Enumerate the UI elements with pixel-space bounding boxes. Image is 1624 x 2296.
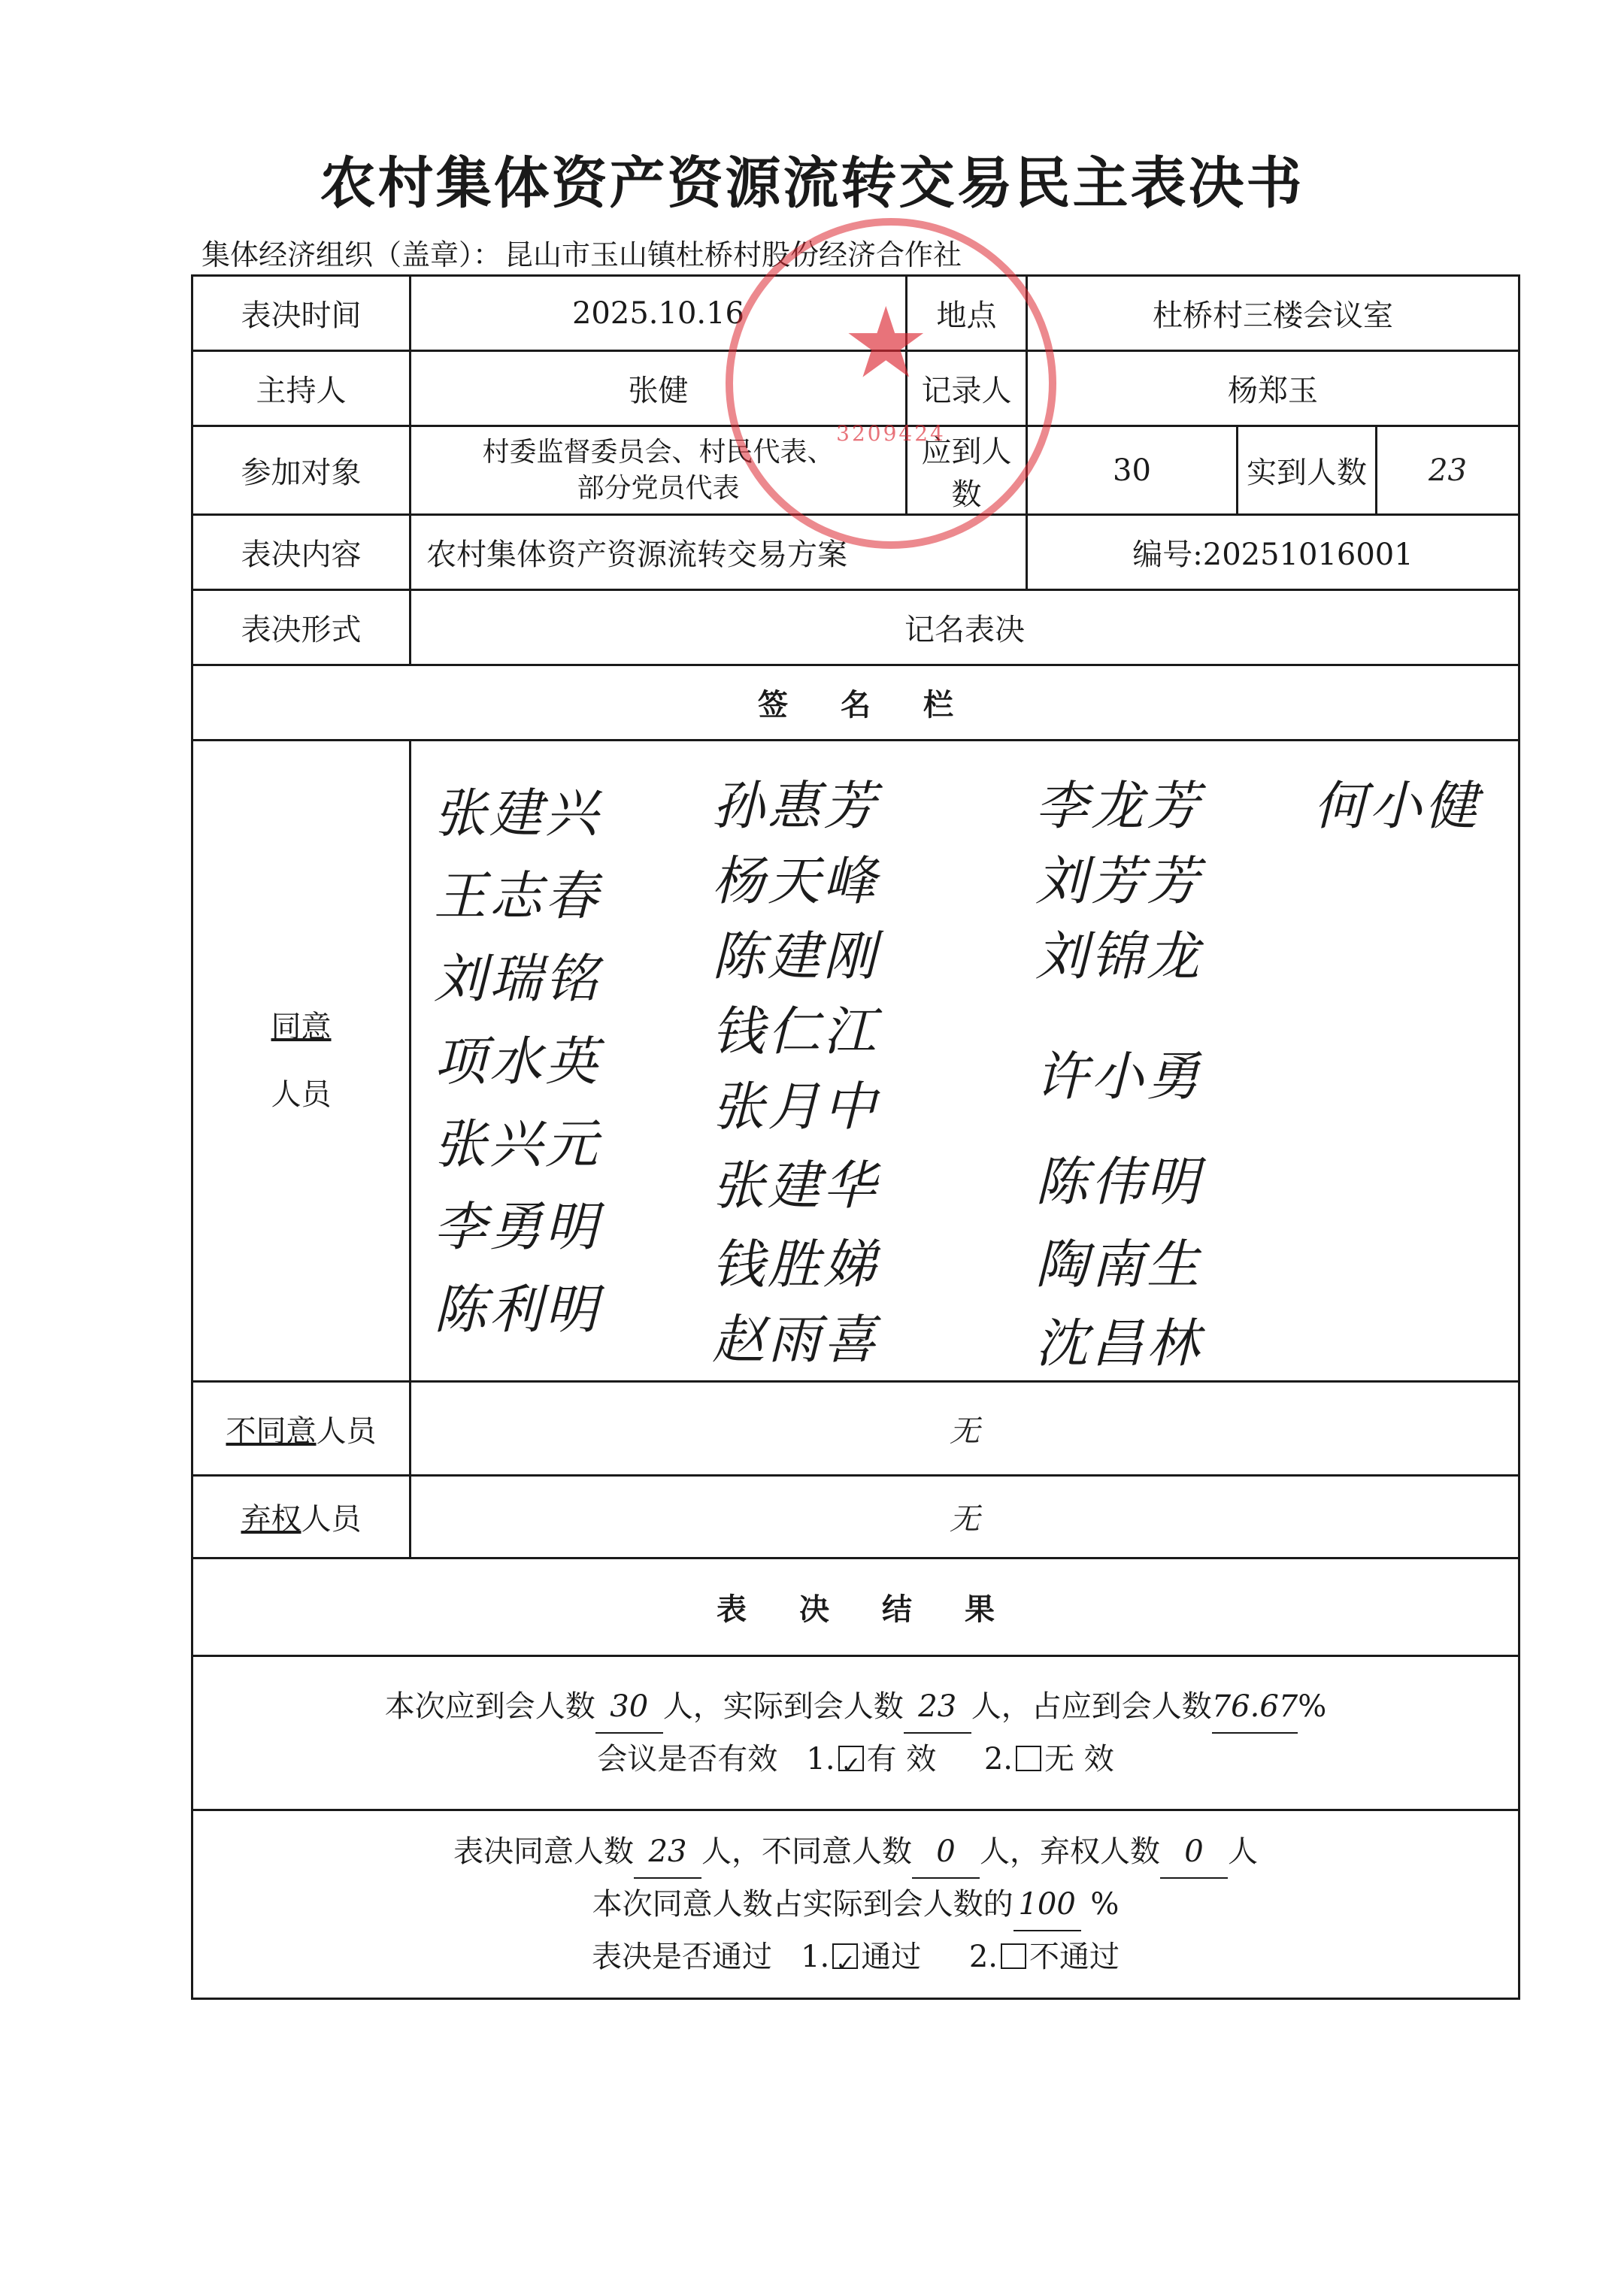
time-value: 2025.10.16 — [411, 276, 907, 351]
pass-checkbox[interactable] — [832, 1943, 858, 1969]
disagree-count: 0 — [912, 1826, 980, 1879]
signature: 赵雨喜 — [712, 1309, 879, 1371]
row-result-header — [192, 1558, 1519, 1656]
agree-ratio-text: 本次同意人数占实际到会人数的 — [592, 1887, 1013, 1922]
pass-label: 表决是否通过 — [591, 1940, 772, 1974]
agree-label-line-1: 同意 — [271, 1010, 332, 1044]
row-agree — [192, 741, 1519, 1382]
vote-count-line — [193, 1826, 1518, 1879]
abstain-label — [192, 1476, 411, 1558]
validity-opt1-text: 有 效 — [866, 1742, 937, 1777]
signature: 张建华 — [712, 1155, 879, 1216]
row-disagree — [192, 1382, 1519, 1476]
signature: 刘芳芳 — [1035, 850, 1202, 912]
signature: 李龙芳 — [1035, 775, 1202, 837]
signature: 陈伟明 — [1035, 1151, 1202, 1213]
agree-ratio-line — [193, 1879, 1518, 1931]
signature: 张兴元 — [434, 1113, 601, 1175]
abstain-count: 0 — [1160, 1826, 1228, 1879]
participants-line-2: 部分党员代表 — [577, 472, 740, 504]
signature: 何小健 — [1313, 775, 1480, 837]
disagree-label — [192, 1382, 411, 1476]
invalid-checkbox[interactable] — [1016, 1746, 1041, 1771]
signature: 项水英 — [434, 1031, 601, 1092]
signature: 陶南生 — [1035, 1234, 1202, 1295]
attendance-line — [193, 1681, 1518, 1734]
agree-count: 23 — [634, 1826, 701, 1879]
pass-opt2-number: 2. — [968, 1940, 998, 1974]
validity-opt2-number: 2. — [983, 1742, 1013, 1777]
pass-line — [193, 1931, 1518, 1982]
seal-star-icon: ★ — [842, 286, 930, 400]
vote-text-a: 表决同意人数 — [453, 1834, 634, 1869]
signature: 许小勇 — [1035, 1046, 1202, 1107]
attendance-text-a: 本次应到会人数 — [384, 1689, 595, 1724]
signature: 陈利明 — [434, 1279, 601, 1340]
abstain-label-rest: 人员 — [301, 1502, 362, 1537]
abstain-label-underlined: 弃权 — [241, 1502, 301, 1537]
validity-label: 会议是否有效 — [597, 1742, 778, 1777]
expected-value: 30 — [1027, 426, 1238, 515]
place-label: 地点 — [907, 276, 1027, 351]
form-value: 记名表决 — [411, 590, 1519, 665]
vote-text-b: 人，不同意人数 — [701, 1834, 912, 1869]
agree-label — [192, 741, 411, 1382]
attendance-block — [192, 1656, 1519, 1810]
pass-opt1-number: 1. — [801, 1940, 830, 1974]
signature: 张月中 — [712, 1076, 879, 1137]
signature: 王志春 — [434, 865, 601, 927]
signature: 张建兴 — [434, 783, 601, 844]
vote-result-block — [192, 1810, 1519, 1999]
actual-label: 实到人数 — [1238, 426, 1377, 515]
recorder-label: 记录人 — [907, 351, 1027, 426]
row-vote-result — [192, 1810, 1519, 1999]
official-seal — [726, 218, 1056, 549]
place-value: 杜桥村三楼会议室 — [1027, 276, 1519, 351]
vote-text-c: 人，弃权人数 — [980, 1834, 1160, 1869]
result-header: 表决结果 — [192, 1558, 1519, 1656]
signature-area — [411, 741, 1519, 1382]
organization-label: 集体经济组织（盖章）： — [201, 238, 502, 271]
pass-opt1-text: 通过 — [861, 1940, 922, 1974]
host-value: 张健 — [411, 351, 907, 426]
actual-value: 23 — [1377, 426, 1519, 515]
abstain-value: 无 — [411, 1476, 1519, 1558]
attendance-text-b: 人，实际到会人数 — [662, 1689, 904, 1724]
content-value: 农村集体资产资源流转交易方案 — [411, 515, 1027, 590]
organization-name: 昆山市玉山镇杜桥村股份经济合作社 — [504, 238, 962, 271]
vote-text-d: 人 — [1228, 1834, 1258, 1869]
signature: 刘锦龙 — [1035, 925, 1202, 987]
signature: 钱胜娣 — [712, 1234, 879, 1295]
document-title: 农村集体资产资源流转交易民主表决书 — [320, 151, 1304, 216]
validity-line — [193, 1734, 1518, 1785]
expected-label: 应到人数 — [907, 426, 1027, 515]
content-label: 表决内容 — [192, 515, 411, 590]
signature: 李勇明 — [434, 1196, 601, 1258]
validity-opt2-text: 无 效 — [1044, 1742, 1114, 1777]
attendance-percent: % — [1298, 1689, 1327, 1724]
disagree-label-rest: 人员 — [316, 1413, 377, 1449]
seal-code: 3209424 — [836, 421, 946, 446]
agree-label-line-2: 人员 — [271, 1077, 332, 1112]
signature: 钱仁江 — [712, 1001, 879, 1062]
recorder-value: 杨郑玉 — [1027, 351, 1519, 426]
attendance-ratio: 76.67 — [1212, 1681, 1298, 1734]
disagree-label-underlined: 不同意 — [226, 1413, 317, 1449]
signature: 杨天峰 — [712, 850, 879, 912]
row-signature-header — [192, 665, 1519, 741]
attendance-text-c: 人，占应到会人数 — [971, 1689, 1212, 1724]
host-label: 主持人 — [192, 351, 411, 426]
signature-header: 签名栏 — [192, 665, 1519, 741]
signature: 刘瑞铭 — [434, 948, 601, 1010]
row-form — [192, 590, 1519, 665]
valid-checkbox[interactable] — [838, 1746, 864, 1771]
signature: 沈昌林 — [1035, 1313, 1202, 1374]
disagree-value: 无 — [411, 1382, 1519, 1476]
row-attendance — [192, 1656, 1519, 1810]
pass-opt2-text: 不通过 — [1029, 1940, 1120, 1974]
participants-label: 参加对象 — [192, 426, 411, 515]
validity-opt1-number: 1. — [806, 1742, 835, 1777]
signature: 陈建刚 — [712, 925, 879, 987]
fail-checkbox[interactable] — [1001, 1943, 1026, 1969]
agree-ratio: 100 — [1013, 1879, 1081, 1931]
participants-line-1: 村委监督委员会、村民代表、 — [482, 436, 835, 468]
row-abstain — [192, 1476, 1519, 1558]
expected-count: 30 — [595, 1681, 663, 1734]
actual-count: 23 — [904, 1681, 971, 1734]
signature: 孙惠芳 — [712, 775, 879, 837]
agree-ratio-percent: % — [1090, 1887, 1120, 1922]
content-code: 编号:20251016001 — [1027, 515, 1519, 590]
time-label: 表决时间 — [192, 276, 411, 351]
form-label: 表决形式 — [192, 590, 411, 665]
